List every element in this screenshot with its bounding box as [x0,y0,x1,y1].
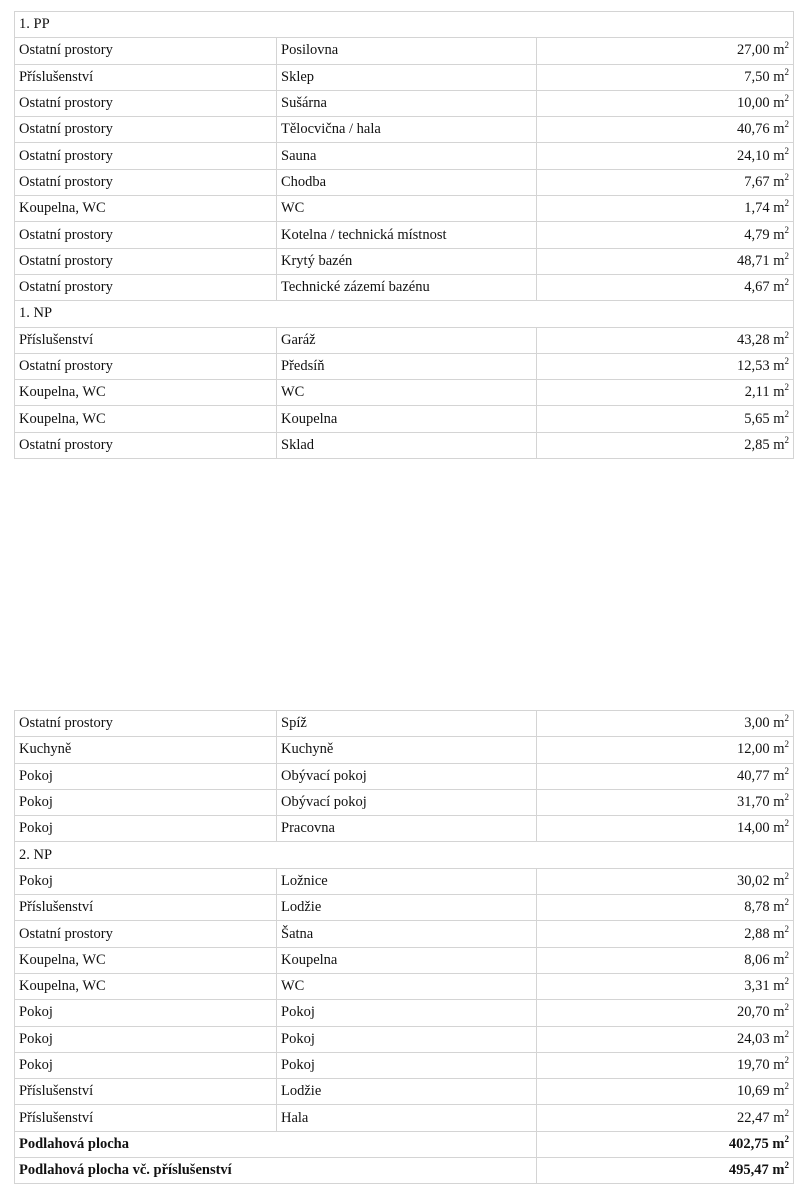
room-name: Technické zázemí bazénu [277,274,537,300]
room-area [537,117,794,143]
room-row [15,1000,794,1026]
room-name: Ložnice [277,868,537,894]
room-row [15,169,794,195]
area-unit-exponent: 2 [784,818,789,829]
room-row [15,789,794,815]
area-unit-exponent: 2 [784,66,789,77]
area-unit: m [773,95,785,112]
room-name: Spíž [277,711,537,737]
room-category: Ostatní prostory [15,248,277,274]
room-area [537,1026,794,1052]
room-name: Posilovna [277,38,537,64]
room-area [537,921,794,947]
area-value: 40,76 [736,121,770,138]
area-unit: m [773,1030,785,1047]
room-category: Ostatní prostory [15,90,277,116]
area-value: 48,71 [736,252,770,269]
room-category: Ostatní prostory [15,353,277,379]
area-value: 4,79 [744,226,770,243]
area-unit-exponent: 2 [784,1002,789,1013]
total-row [15,1131,794,1157]
area-unit: m [773,925,785,942]
room-row [15,1105,794,1131]
total-area [537,1158,794,1184]
room-row [15,143,794,169]
room-row [15,90,794,116]
area-value: 24,10 [736,147,770,164]
area-unit: m [773,767,785,784]
room-name: Hala [277,1105,537,1131]
room-area [537,1000,794,1026]
room-name: WC [277,973,537,999]
area-unit-exponent: 2 [784,172,789,183]
area-unit: m [773,820,785,837]
room-area [537,169,794,195]
room-area [537,196,794,222]
room-category: Pokoj [15,816,277,842]
room-row [15,816,794,842]
room-area [537,406,794,432]
room-category: Koupelna, WC [15,406,277,432]
room-category: Ostatní prostory [15,432,277,458]
room-name: Pokoj [277,1026,537,1052]
area-value: 2,11 [744,384,770,401]
room-name: Koupelna [277,406,537,432]
room-row [15,38,794,64]
area-unit-exponent: 2 [784,250,789,261]
room-name: Sušárna [277,90,537,116]
total-area [537,1131,794,1157]
room-row [15,711,794,737]
area-unit: m [773,279,785,296]
area-unit-exponent: 2 [784,40,789,51]
area-unit: m [773,200,785,217]
room-category: Ostatní prostory [15,222,277,248]
room-area [537,143,794,169]
area-unit-exponent: 2 [784,145,789,156]
area-unit: m [773,1057,785,1073]
room-category: Ostatní prostory [15,169,277,195]
area-value: 20,70 [736,1004,770,1021]
area-unit-exponent: 2 [784,713,789,724]
area-unit-exponent: 2 [784,923,789,934]
room-category: Pokoj [15,1026,277,1052]
room-category: Ostatní prostory [15,38,277,64]
room-area [537,1052,794,1078]
room-row [15,248,794,274]
area-unit-exponent: 2 [784,93,789,104]
area-value: 43,28 [736,331,770,348]
area-unit-exponent: 2 [784,435,789,446]
room-area [537,274,794,300]
total-label: Podlahová plocha [15,1131,537,1157]
area-unit: m [773,794,785,811]
area-unit: m [773,252,785,269]
floor-section-row [15,301,794,327]
total-label: Podlahová plocha vč. příslušenství [15,1158,537,1184]
area-value: 14,00 [736,820,770,837]
area-value: 7,50 [744,68,770,85]
area-unit-exponent: 2 [784,198,789,209]
room-name: Sauna [277,143,537,169]
room-name: Předsíň [277,353,537,379]
area-value: 2,85 [744,436,770,453]
floor-label: 2. NP [15,842,794,868]
area-unit-exponent: 2 [784,1160,789,1171]
room-row [15,327,794,353]
area-value: 4,67 [744,279,770,296]
room-row [15,921,794,947]
area-unit: m [773,226,785,243]
area-unit: m [773,741,785,758]
area-value: 31,70 [736,794,770,811]
room-category: Koupelna, WC [15,380,277,406]
room-area [537,432,794,458]
room-area [537,711,794,737]
room-category: Příslušenství [15,1079,277,1105]
area-unit: m [773,384,785,401]
area-unit-exponent: 2 [784,119,789,130]
room-category: Příslušenství [15,327,277,353]
area-unit: m [772,1135,785,1152]
area-unit-exponent: 2 [784,792,789,803]
room-area [537,947,794,973]
area-unit: m [773,42,785,59]
room-name: Koupelna [277,947,537,973]
area-unit-exponent: 2 [784,976,789,987]
room-category: Pokoj [15,1052,277,1078]
room-name: WC [277,380,537,406]
room-row [15,737,794,763]
room-name: Tělocvična / hala [277,117,537,143]
floor-section-row [15,842,794,868]
room-row [15,1026,794,1052]
room-category: Pokoj [15,789,277,815]
room-row [15,353,794,379]
area-unit: m [773,1083,785,1100]
area-value: 12,53 [736,358,770,374]
area-value: 12,00 [736,741,770,758]
room-category: Příslušenství [15,895,277,921]
area-unit-exponent: 2 [784,897,789,908]
room-row [15,196,794,222]
room-area [537,1105,794,1131]
room-category: Pokoj [15,1000,277,1026]
room-area [537,353,794,379]
room-name: Kotelna / technická místnost [277,222,537,248]
room-name: Lodžie [277,895,537,921]
room-row [15,380,794,406]
room-area [537,737,794,763]
room-row [15,222,794,248]
room-area [537,327,794,353]
room-category: Příslušenství [15,1105,277,1131]
area-unit-exponent: 2 [784,329,789,340]
area-unit-exponent: 2 [784,1081,789,1092]
room-row [15,432,794,458]
room-row [15,973,794,999]
area-value: 27,00 [736,42,770,59]
room-row [15,1052,794,1078]
area-unit: m [773,436,785,453]
area-unit: m [772,1162,785,1179]
area-value: 10,00 [736,95,770,112]
room-name: Pracovna [277,816,537,842]
area-unit-exponent: 2 [784,739,789,750]
area-unit: m [773,121,785,138]
area-unit: m [773,951,785,968]
area-unit: m [773,1109,785,1126]
area-value: 7,67 [744,173,770,190]
room-category: Ostatní prostory [15,117,277,143]
room-row [15,763,794,789]
room-area [537,789,794,815]
room-area-table-top [14,11,794,459]
room-area [537,895,794,921]
area-unit-exponent: 2 [784,765,789,776]
room-category: Koupelna, WC [15,973,277,999]
room-row [15,64,794,90]
area-unit: m [773,173,785,190]
room-name: Šatna [277,921,537,947]
room-area [537,64,794,90]
room-area [537,973,794,999]
area-unit-exponent: 2 [784,1055,789,1066]
floor-section-row [15,12,794,38]
area-unit-exponent: 2 [784,356,789,367]
room-category: Ostatní prostory [15,143,277,169]
area-value: 10,69 [736,1083,770,1100]
area-value: 8,78 [744,899,770,916]
room-name: WC [277,196,537,222]
room-name: Krytý bazén [277,248,537,274]
room-name: Obývací pokoj [277,763,537,789]
room-name: Obývací pokoj [277,789,537,815]
area-unit-exponent: 2 [784,1028,789,1039]
room-name: Pokoj [277,1000,537,1026]
room-area-table-bottom [14,710,794,1184]
table-body [15,711,794,1184]
floor-label: 1. NP [15,301,794,327]
room-row [15,274,794,300]
room-name: Sklep [277,64,537,90]
area-unit-exponent: 2 [784,1134,789,1145]
total-row [15,1158,794,1184]
area-unit-exponent: 2 [784,1107,789,1118]
room-row [15,868,794,894]
room-category: Pokoj [15,868,277,894]
area-unit: m [773,1004,785,1021]
area-unit: m [773,68,785,85]
room-category: Kuchyně [15,737,277,763]
area-unit-exponent: 2 [784,408,789,419]
room-name: Pokoj [277,1052,537,1078]
area-unit: m [773,410,785,427]
area-unit-exponent: 2 [784,382,789,393]
room-name: Kuchyně [277,737,537,763]
area-value: 402,75 [728,1135,769,1152]
room-area [537,380,794,406]
area-value: 8,06 [744,951,770,968]
area-value: 22,47 [736,1109,770,1126]
area-value: 1,74 [744,200,770,217]
area-unit: m [773,978,785,995]
room-category: Příslušenství [15,64,277,90]
area-value: 3,00 [744,715,770,732]
area-value: 30,02 [736,872,770,889]
area-value: 24,03 [736,1030,770,1047]
room-area [537,868,794,894]
room-category: Ostatní prostory [15,711,277,737]
area-unit: m [773,872,785,889]
room-row [15,1079,794,1105]
room-area [537,38,794,64]
area-value: 3,31 [744,978,770,995]
room-name: Sklad [277,432,537,458]
area-unit-exponent: 2 [784,277,789,288]
room-area [537,816,794,842]
area-unit: m [773,899,785,916]
area-value: 495,47 [728,1162,769,1179]
room-area [537,90,794,116]
area-value: 5,65 [744,410,770,427]
area-unit: m [773,358,785,374]
room-category: Ostatní prostory [15,274,277,300]
room-category: Koupelna, WC [15,196,277,222]
floor-label: 1. PP [15,12,794,38]
room-name: Lodžie [277,1079,537,1105]
room-row [15,895,794,921]
table-body [15,12,794,459]
room-row [15,947,794,973]
room-row [15,406,794,432]
area-value: 40,77 [736,767,770,784]
area-value: 2,88 [744,925,770,942]
room-category: Ostatní prostory [15,921,277,947]
room-area [537,1079,794,1105]
area-unit: m [773,331,785,348]
area-unit: m [773,147,785,164]
area-unit-exponent: 2 [784,224,789,235]
room-category: Koupelna, WC [15,947,277,973]
room-name: Garáž [277,327,537,353]
area-unit-exponent: 2 [784,949,789,960]
room-name: Chodba [277,169,537,195]
area-unit-exponent: 2 [784,871,789,882]
room-row [15,117,794,143]
room-area [537,763,794,789]
room-area [537,222,794,248]
area-unit: m [773,715,785,732]
room-category: Pokoj [15,763,277,789]
area-value: 19,70 [736,1057,770,1073]
room-area [537,248,794,274]
